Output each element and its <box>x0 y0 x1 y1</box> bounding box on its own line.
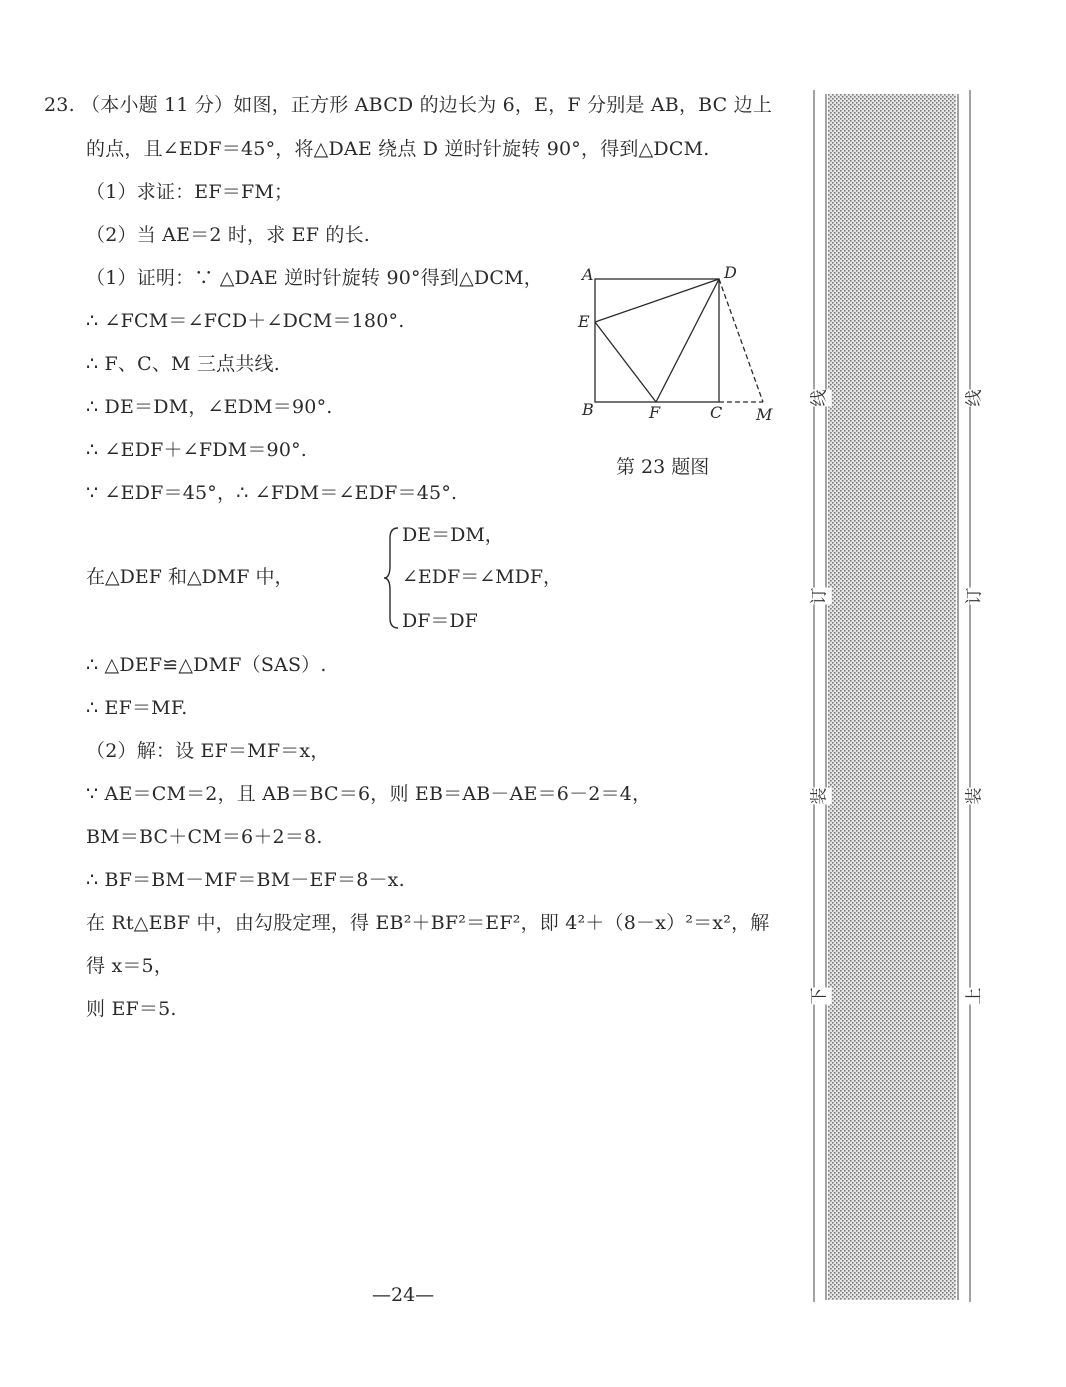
page-number: —24— <box>372 1284 435 1306</box>
binding-left-char-4: 下 <box>809 987 830 1005</box>
question-part-2: （2）当 AE＝2 时，求 EF 的长. <box>86 224 371 246</box>
geometry-figure <box>572 262 792 432</box>
segment-ef <box>595 322 656 402</box>
brace-item-2: ∠EDF＝∠MDF， <box>402 566 562 588</box>
label-f: F <box>649 403 661 422</box>
solution-line-9: （2）解：设 EF＝MF＝x， <box>86 740 330 762</box>
binding-right-char-2: 订 <box>964 587 985 605</box>
question-part-1: （1）求证：EF＝FM； <box>86 181 294 203</box>
binding-margin <box>808 90 985 1302</box>
binding-right-char-3: 装 <box>964 787 985 805</box>
binding-strip <box>808 90 978 1302</box>
brace-label: 在△DEF 和△DMF 中， <box>86 566 294 588</box>
solution-line-15: 则 EF＝5. <box>86 998 177 1020</box>
solution-line-4: ∴ DE＝DM，∠EDM＝90°. <box>86 396 333 418</box>
left-brace <box>382 526 402 630</box>
solution-line-3: ∴ F、C、M 三点共线. <box>86 353 280 375</box>
label-d: D <box>724 263 737 282</box>
solution-line-12: ∴ BF＝BM－MF＝BM－EF＝8－x. <box>86 869 405 891</box>
square-abcd <box>595 279 719 402</box>
solution-line-11: BM＝BC＋CM＝6＋2＝8. <box>86 826 323 848</box>
question-line-2: 的点，且∠EDF＝45°，将△DAE 绕点 D 逆时针旋转 90°，得到△DCM. <box>86 138 710 160</box>
binding-right-char-1: 线 <box>964 389 985 407</box>
brace-item-1: DE＝DM， <box>402 524 504 546</box>
label-b: B <box>582 400 594 419</box>
label-c: C <box>710 403 723 422</box>
label-e: E <box>578 312 590 331</box>
solution-line-1: （1）证明：∵ △DAE 逆时针旋转 90°得到△DCM， <box>86 267 543 289</box>
figure-caption: 第 23 题图 <box>616 456 710 478</box>
label-m: M <box>756 405 773 424</box>
solution-line-2: ∴ ∠FCM＝∠FCD＋∠DCM＝180°. <box>86 310 405 332</box>
solution-line-10: ∵ AE＝CM＝2，且 AB＝BC＝6，则 EB＝AB－AE＝6－2＝4， <box>86 783 652 805</box>
binding-right-char-4: 上 <box>964 987 985 1005</box>
question-line-1: 23. （本小题 11 分）如图，正方形 ABCD 的边长为 6，E，F 分别是 AB，BC 边上 <box>44 94 773 116</box>
binding-left-char-1: 线 <box>809 389 830 407</box>
label-a: A <box>582 265 594 284</box>
solution-line-13: 在 Rt△EBF 中，由勾股定理，得 EB²＋BF²＝EF²，即 4²＋（8－x）²＝x²，解 <box>86 912 770 934</box>
solution-line-8: ∴ EF＝MF. <box>86 697 188 719</box>
segment-dm-dashed <box>719 279 763 402</box>
solution-line-6: ∵ ∠EDF＝45°，∴ ∠FDM＝∠EDF＝45°. <box>86 482 458 504</box>
solution-line-5: ∴ ∠EDF＋∠FDM＝90°. <box>86 439 308 461</box>
solution-line-7: ∴ △DEF≌△DMF（SAS）. <box>86 654 327 676</box>
binding-left-char-2: 订 <box>809 587 830 605</box>
solution-line-14: 得 x＝5， <box>86 955 174 977</box>
brace-item-3: DF＝DF <box>402 610 478 632</box>
congruence-conditions <box>86 522 562 632</box>
binding-left-char-3: 装 <box>809 787 830 805</box>
